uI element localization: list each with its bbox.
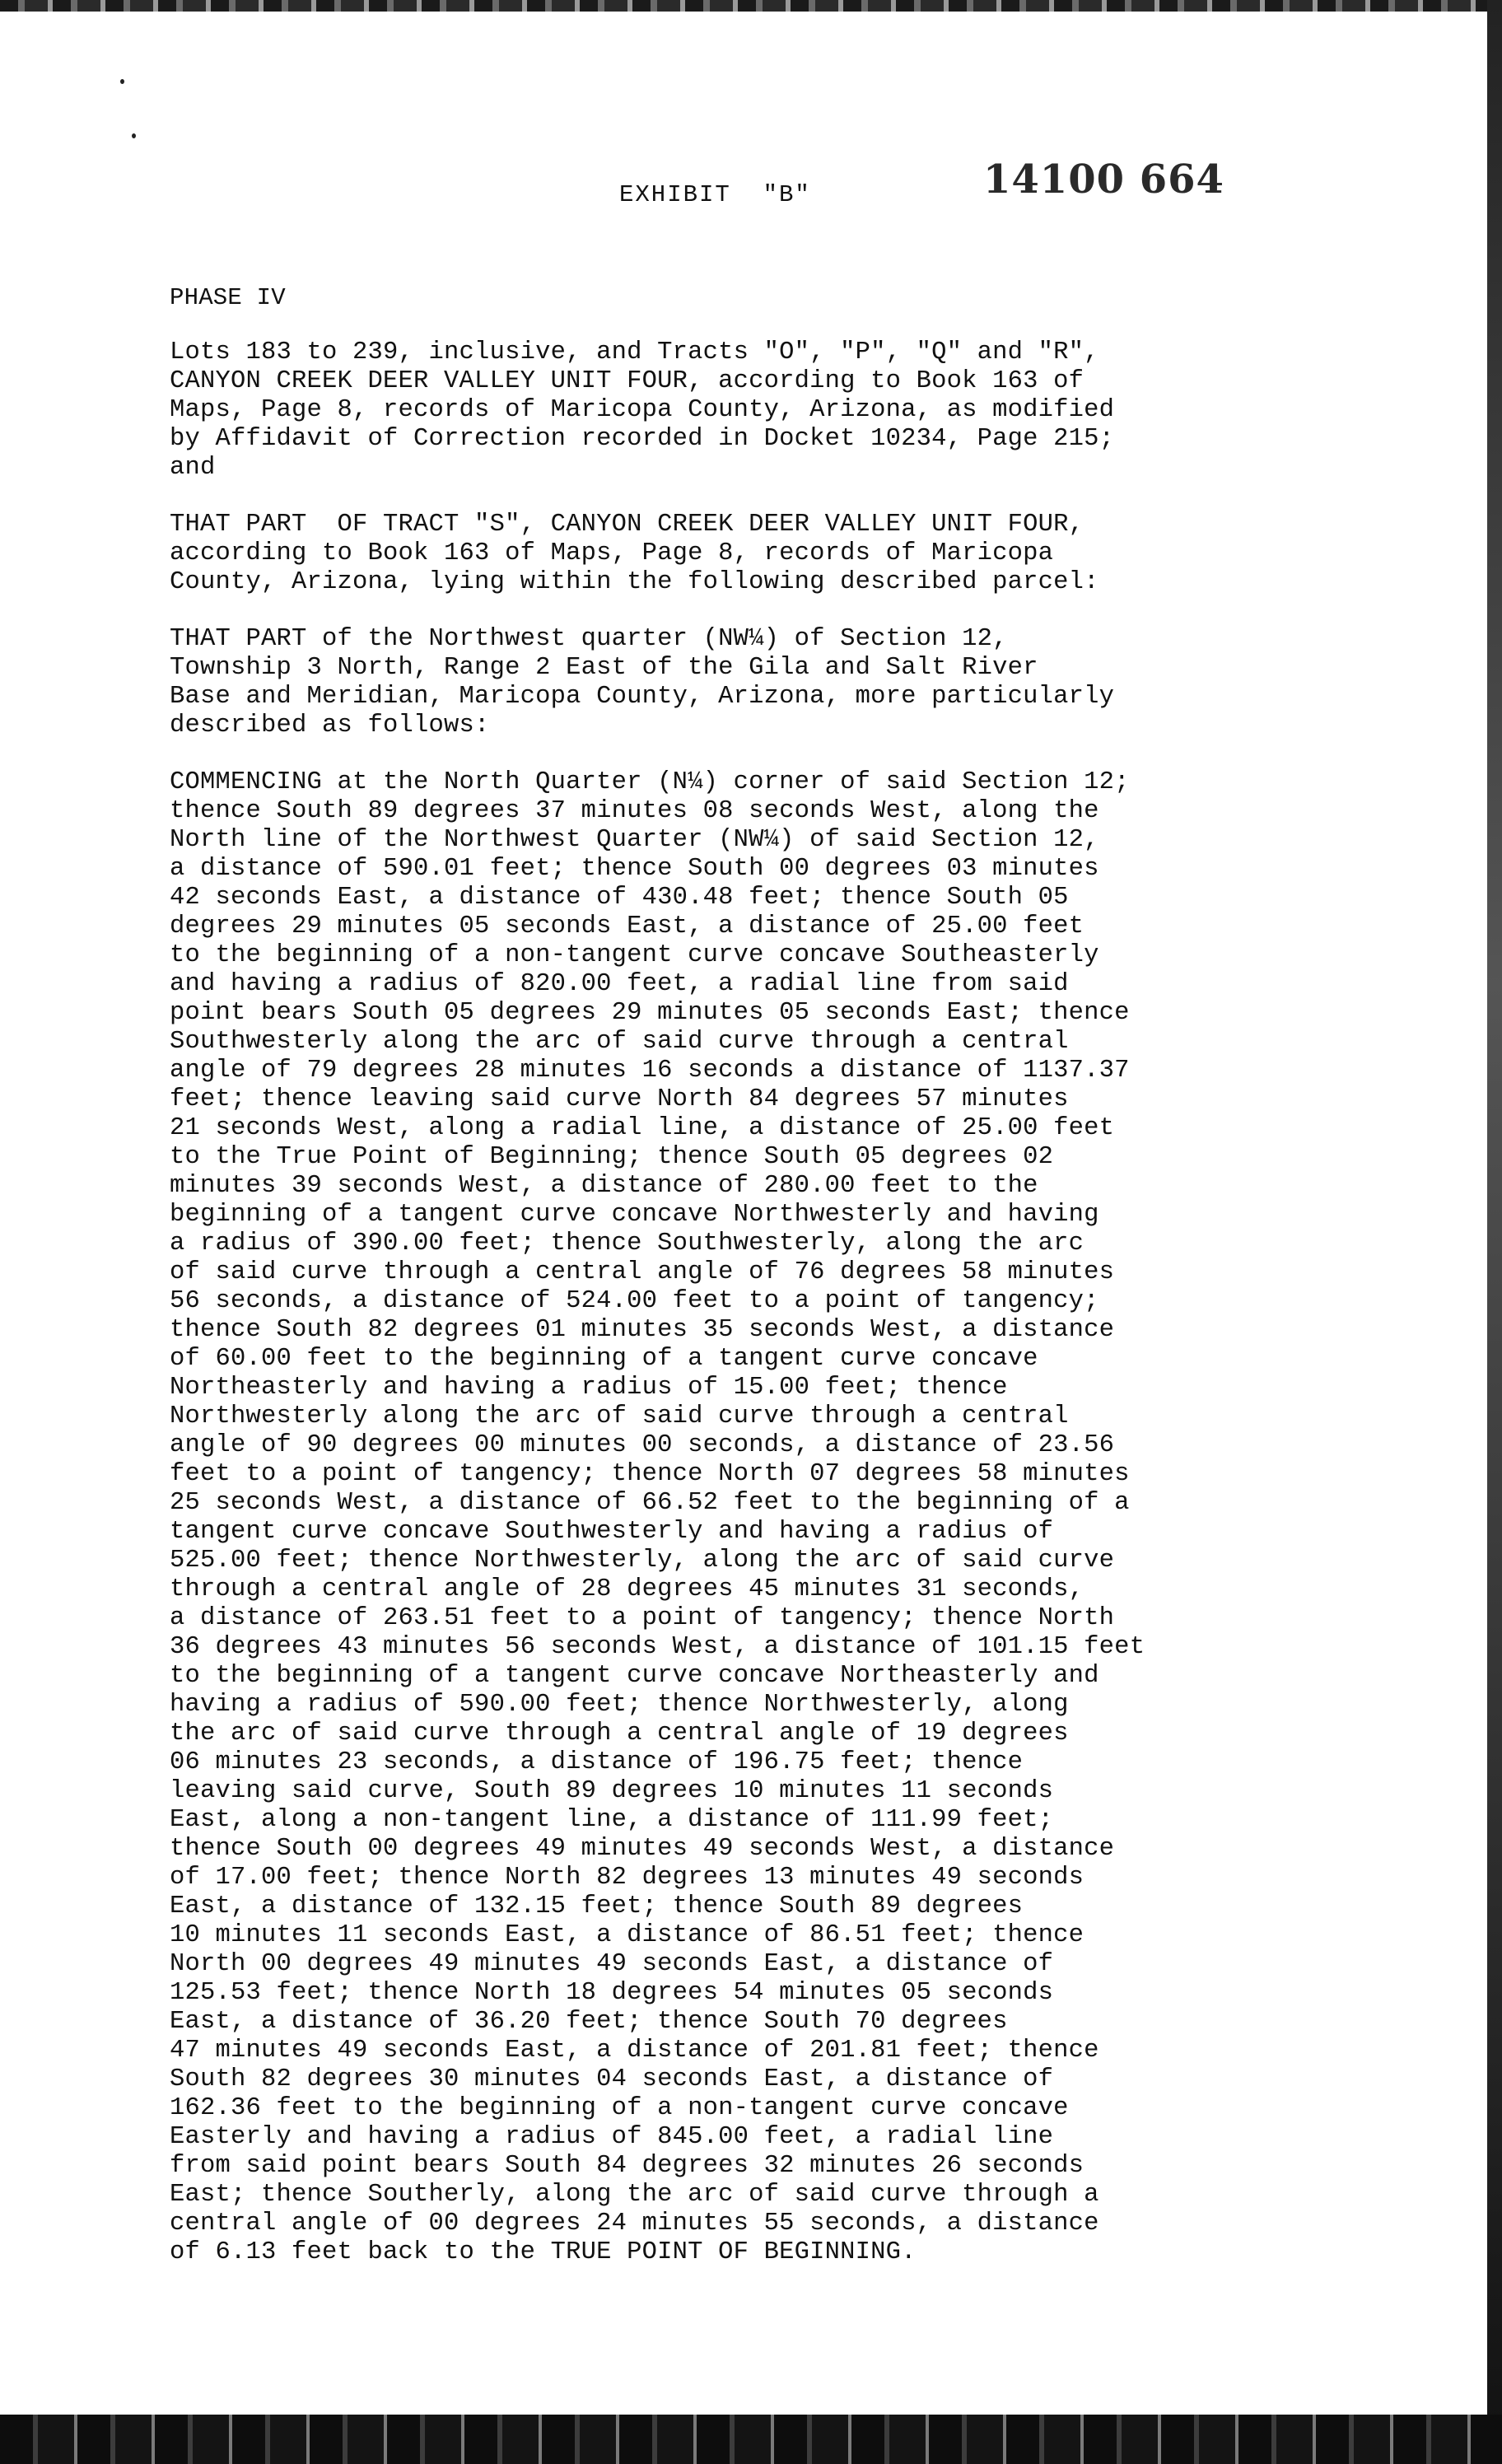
text-line: Southwesterly along the arc of said curve through a central — [170, 1028, 1069, 1056]
text-line: to the True Point of Beginning; thence South 05 degrees 02 — [170, 1143, 1054, 1171]
text-line: the arc of said curve through a central angle of 19 degrees — [170, 1720, 1069, 1748]
text-line: a distance of 590.01 feet; thence South 00 degrees 03 minutes — [170, 855, 1099, 883]
document-body — [170, 283, 1355, 2267]
paragraph — [170, 511, 1355, 597]
text-line: point bears South 05 degrees 29 minutes 05 seconds East; thence — [170, 999, 1130, 1027]
scan-speck — [120, 79, 124, 84]
text-line: to the beginning of a non-tangent curve concave Southeasterly — [170, 941, 1099, 969]
text-line: East, along a non-tangent line, a distance of 111.99 feet; — [170, 1806, 1054, 1834]
text-line: East; thence Southerly, along the arc of said curve through a — [170, 2181, 1099, 2209]
text-line: thence South 00 degrees 49 minutes 49 seconds West, a distance — [170, 1835, 1115, 1863]
text-line: South 82 degrees 30 minutes 04 seconds East, a distance of — [170, 2065, 1054, 2093]
text-line: 47 minutes 49 seconds East, a distance of 201.81 feet; thence — [170, 2037, 1099, 2065]
text-line: Maps, Page 8, records of Maricopa County, Arizona, as modified — [170, 396, 1115, 424]
text-line: Easterly and having a radius of 845.00 feet, a radial line — [170, 2123, 1054, 2151]
text-line: thence South 89 degrees 37 minutes 08 seconds West, along the — [170, 797, 1099, 825]
text-line: 36 degrees 43 minutes 56 seconds West, a distance of 101.15 feet — [170, 1633, 1145, 1661]
paragraph-gap — [170, 597, 1355, 625]
text-line: COMMENCING at the North Quarter (N¼) corner of said Section 12; — [170, 768, 1130, 796]
text-line: County, Arizona, lying within the following described parcel: — [170, 568, 1099, 596]
scan-edge-top — [0, 0, 1502, 12]
text-line: degrees 29 minutes 05 seconds East, a distance of 25.00 feet — [170, 912, 1085, 940]
text-line: tangent curve concave Southwesterly and having a radius of — [170, 1518, 1054, 1546]
text-line: leaving said curve, South 89 degrees 10 minutes 11 seconds — [170, 1777, 1054, 1805]
text-line: 25 seconds West, a distance of 66.52 feet to the beginning of a — [170, 1489, 1130, 1517]
text-line: described as follows: — [170, 712, 490, 740]
paragraph — [170, 338, 1355, 483]
text-line: a distance of 263.51 feet to a point of tangency; thence North — [170, 1604, 1115, 1632]
text-line: Northeasterly and having a radius of 15.00 feet; thence — [170, 1374, 1008, 1402]
paragraph — [170, 768, 1355, 2267]
text-line: of 60.00 feet to the beginning of a tangent curve concave — [170, 1345, 1038, 1373]
text-line: beginning of a tangent curve concave Northwesterly and having — [170, 1201, 1099, 1229]
paragraph-gap — [170, 483, 1355, 511]
text-line: having a radius of 590.00 feet; thence Northwesterly, along — [170, 1691, 1069, 1719]
text-line: from said point bears South 84 degrees 32 minutes 26 seconds — [170, 2152, 1085, 2180]
text-line: Lots 183 to 239, inclusive, and Tracts "O", "P", "Q" and "R", — [170, 338, 1099, 366]
text-line: Township 3 North, Range 2 East of the Gila and Salt River — [170, 654, 1038, 682]
text-line: of 6.13 feet back to the TRUE POINT OF BEGINNING. — [170, 2238, 917, 2266]
text-line: of said curve through a central angle of 76 degrees 58 minutes — [170, 1258, 1115, 1286]
text-line: 42 seconds East, a distance of 430.48 feet; thence South 05 — [170, 884, 1069, 912]
scan-edge-bottom — [0, 2415, 1502, 2464]
text-line: thence South 82 degrees 01 minutes 35 seconds West, a distance — [170, 1316, 1115, 1344]
text-line: 56 seconds, a distance of 524.00 feet to a point of tangency; — [170, 1287, 1099, 1315]
text-line: and — [170, 454, 216, 482]
text-line: Base and Meridian, Maricopa County, Arizona, more particularly — [170, 683, 1115, 711]
text-line: feet to a point of tangency; thence North 07 degrees 58 minutes — [170, 1460, 1130, 1488]
text-line: feet; thence leaving said curve North 84 degrees 57 minutes — [170, 1085, 1069, 1113]
text-line: angle of 79 degrees 28 minutes 16 seconds a distance of 1137.37 — [170, 1057, 1130, 1085]
text-line: of 17.00 feet; thence North 82 degrees 13 minutes 49 seconds — [170, 1864, 1085, 1892]
text-line: a radius of 390.00 feet; thence Southwesterly, along the arc — [170, 1230, 1085, 1258]
text-line: East, a distance of 132.15 feet; thence South 89 degrees — [170, 1892, 1024, 1920]
text-line: North 00 degrees 49 minutes 49 seconds East, a distance of — [170, 1950, 1054, 1978]
text-line: by Affidavit of Correction recorded in Docket 10234, Page 215; — [170, 425, 1115, 453]
text-line: according to Book 163 of Maps, Page 8, records of Maricopa — [170, 539, 1054, 567]
text-line: 125.53 feet; thence North 18 degrees 54 minutes 05 seconds — [170, 1979, 1054, 2007]
text-line: THAT PART OF TRACT "S", CANYON CREEK DEER VALLEY UNIT FOUR, — [170, 511, 1085, 539]
text-line: 06 minutes 23 seconds, a distance of 196.75 feet; thence — [170, 1748, 1024, 1776]
scan-speck — [132, 133, 136, 138]
exhibit-title: EXHIBIT "B" — [619, 181, 811, 208]
text-line: CANYON CREEK DEER VALLEY UNIT FOUR, according to Book 163 of — [170, 367, 1085, 395]
text-line: and having a radius of 820.00 feet, a radial line from said — [170, 970, 1069, 998]
text-line: Northwesterly along the arc of said curve through a central — [170, 1402, 1069, 1430]
text-line: 162.36 feet to the beginning of a non-tangent curve concave — [170, 2094, 1069, 2122]
text-line: to the beginning of a tangent curve concave Northeasterly and — [170, 1662, 1099, 1690]
phase-heading: PHASE IV — [170, 284, 286, 311]
text-line: through a central angle of 28 degrees 45 minutes 31 seconds, — [170, 1575, 1085, 1603]
text-line: THAT PART of the Northwest quarter (NW¼) of Section 12, — [170, 625, 1008, 653]
text-line: 21 seconds West, along a radial line, a distance of 25.00 feet — [170, 1114, 1115, 1142]
paragraph-gap — [170, 740, 1355, 768]
text-line: 525.00 feet; thence Northwesterly, along the arc of said curve — [170, 1547, 1115, 1575]
recording-stamp: 14100 664 — [983, 156, 1224, 203]
text-line: angle of 90 degrees 00 minutes 00 seconds, a distance of 23.56 — [170, 1431, 1115, 1459]
text-line: minutes 39 seconds West, a distance of 280.00 feet to the — [170, 1172, 1038, 1200]
legal-description — [170, 338, 1355, 2267]
text-line: East, a distance of 36.20 feet; thence South 70 degrees — [170, 2008, 1008, 2036]
text-line: 10 minutes 11 seconds East, a distance of 86.51 feet; thence — [170, 1921, 1085, 1949]
paragraph — [170, 625, 1355, 740]
text-line: central angle of 00 degrees 24 minutes 55 seconds, a distance — [170, 2210, 1099, 2238]
text-line: North line of the Northwest Quarter (NW¼) of said Section 12, — [170, 826, 1099, 854]
scan-edge-right — [1487, 0, 1502, 2464]
